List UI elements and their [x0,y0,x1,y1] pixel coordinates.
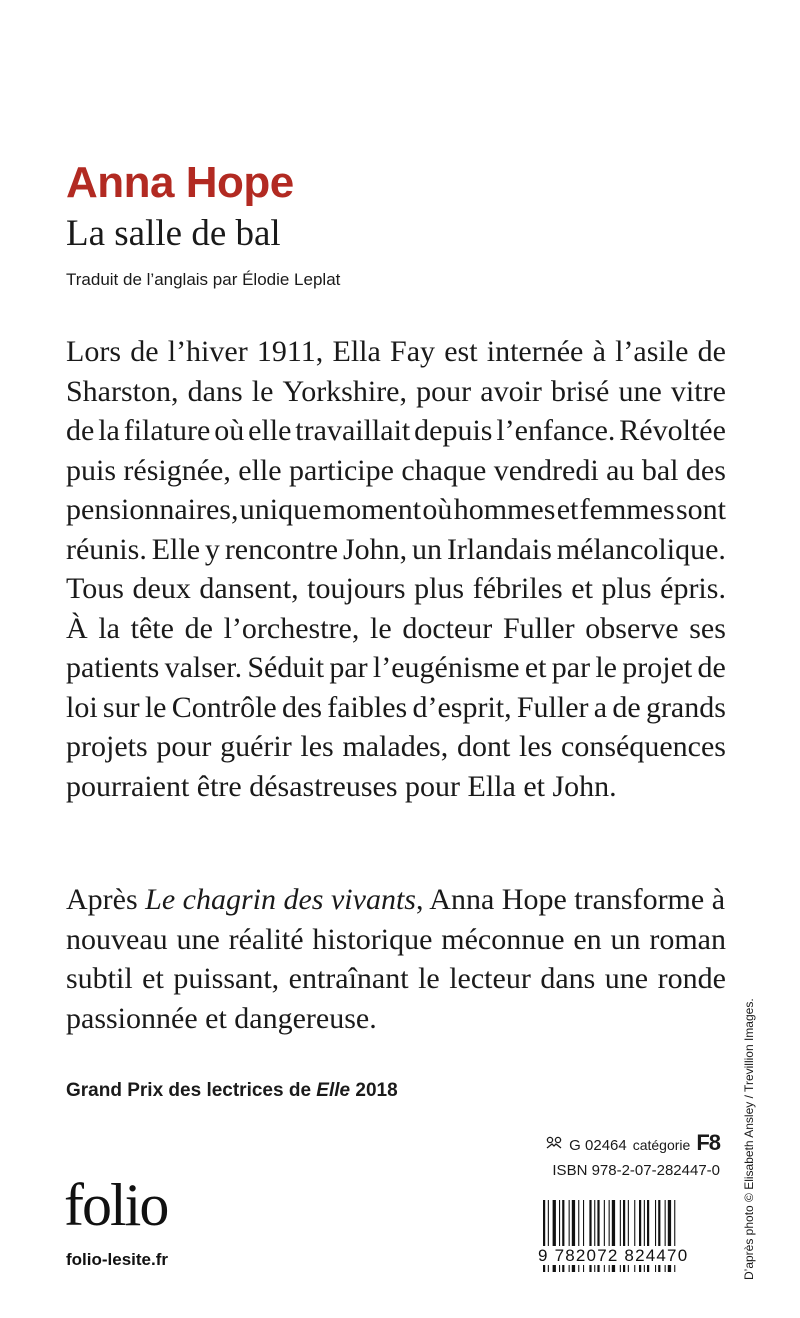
code-row [538,1130,720,1156]
catalog-code: G 02464 [569,1137,627,1154]
synopsis-line: projets pour guérir les malades, dont les conséquences [66,730,726,763]
synopsis-line: À la tête de l’orchestre, le docteur Fuller observe ses [66,611,726,645]
synopsis-line: pourraient être désastreuses pour Ella et John. [66,769,617,803]
synopsis-line: de la filature où elle travaillait depuis l’enfance. Révoltée [66,414,726,447]
photo-credit: D’après photo © Elisabeth Ansley / Trevillion Images. [742,998,756,1280]
price-category: F8 [696,1130,720,1155]
followup-line: passionnée et dangereuse. [66,1001,377,1035]
followup-line [66,880,726,920]
isbn: ISBN 978-2-07-282447-0 [552,1162,720,1179]
publisher-website: folio-lesite.fr [66,1250,169,1269]
book-title: La salle de bal [66,213,281,254]
award-text: Grand Prix des lectrices de [66,1080,317,1101]
followup-text: Après [66,883,146,916]
synopsis-line: patients valser. Séduit par l’eugénisme et par le projet de [66,651,726,684]
synopsis-line: Sharston, dans le Yorkshire, pour avoir brisé une vitre [66,374,726,408]
author-name: Anna Hope [66,158,294,207]
award-magazine: Elle [316,1080,351,1101]
synopsis-line: Lors de l’hiver 1911, Ella Fay est internée à l’asile de [66,335,726,368]
synopsis-line: loi sur le Contrôle des faibles d’esprit, Fuller a de grands [66,690,726,724]
synopsis [66,332,726,806]
category-label: catégorie [632,1137,691,1153]
award-line [66,1080,398,1102]
translator-credit: Traduit de l’anglais par Élodie Leplat [66,270,341,289]
gallimard-icon [545,1136,563,1154]
followup-line: nouveau une réalité historique méconnue en un roman [66,922,726,956]
codes-block [538,1130,720,1179]
barcode-digits [538,1246,724,1266]
barcode-number: 9 782072 824470 [538,1246,689,1265]
book-reference: Le chagrin des vivants [145,883,416,916]
synopsis-line: puis résignée, elle participe chaque vendredi au bal des [66,453,726,487]
followup-text: , Anna Hope transforme à [415,883,726,916]
followup-line: subtil et puissant, entraînant le lecteur dans une ronde [66,962,726,995]
synopsis-line: réunis. Elle y rencontre John, un Irlandais mélancolique. [66,532,726,566]
followup-paragraph [66,880,726,1038]
synopsis-line: pensionnaires, unique moment où hommes et femmes sont [66,493,726,526]
folio-logo: folio [64,1172,168,1238]
award-year: 2018 [350,1080,398,1101]
synopsis-line: Tous deux dansent, toujours plus fébriles et plus épris. [66,572,726,605]
